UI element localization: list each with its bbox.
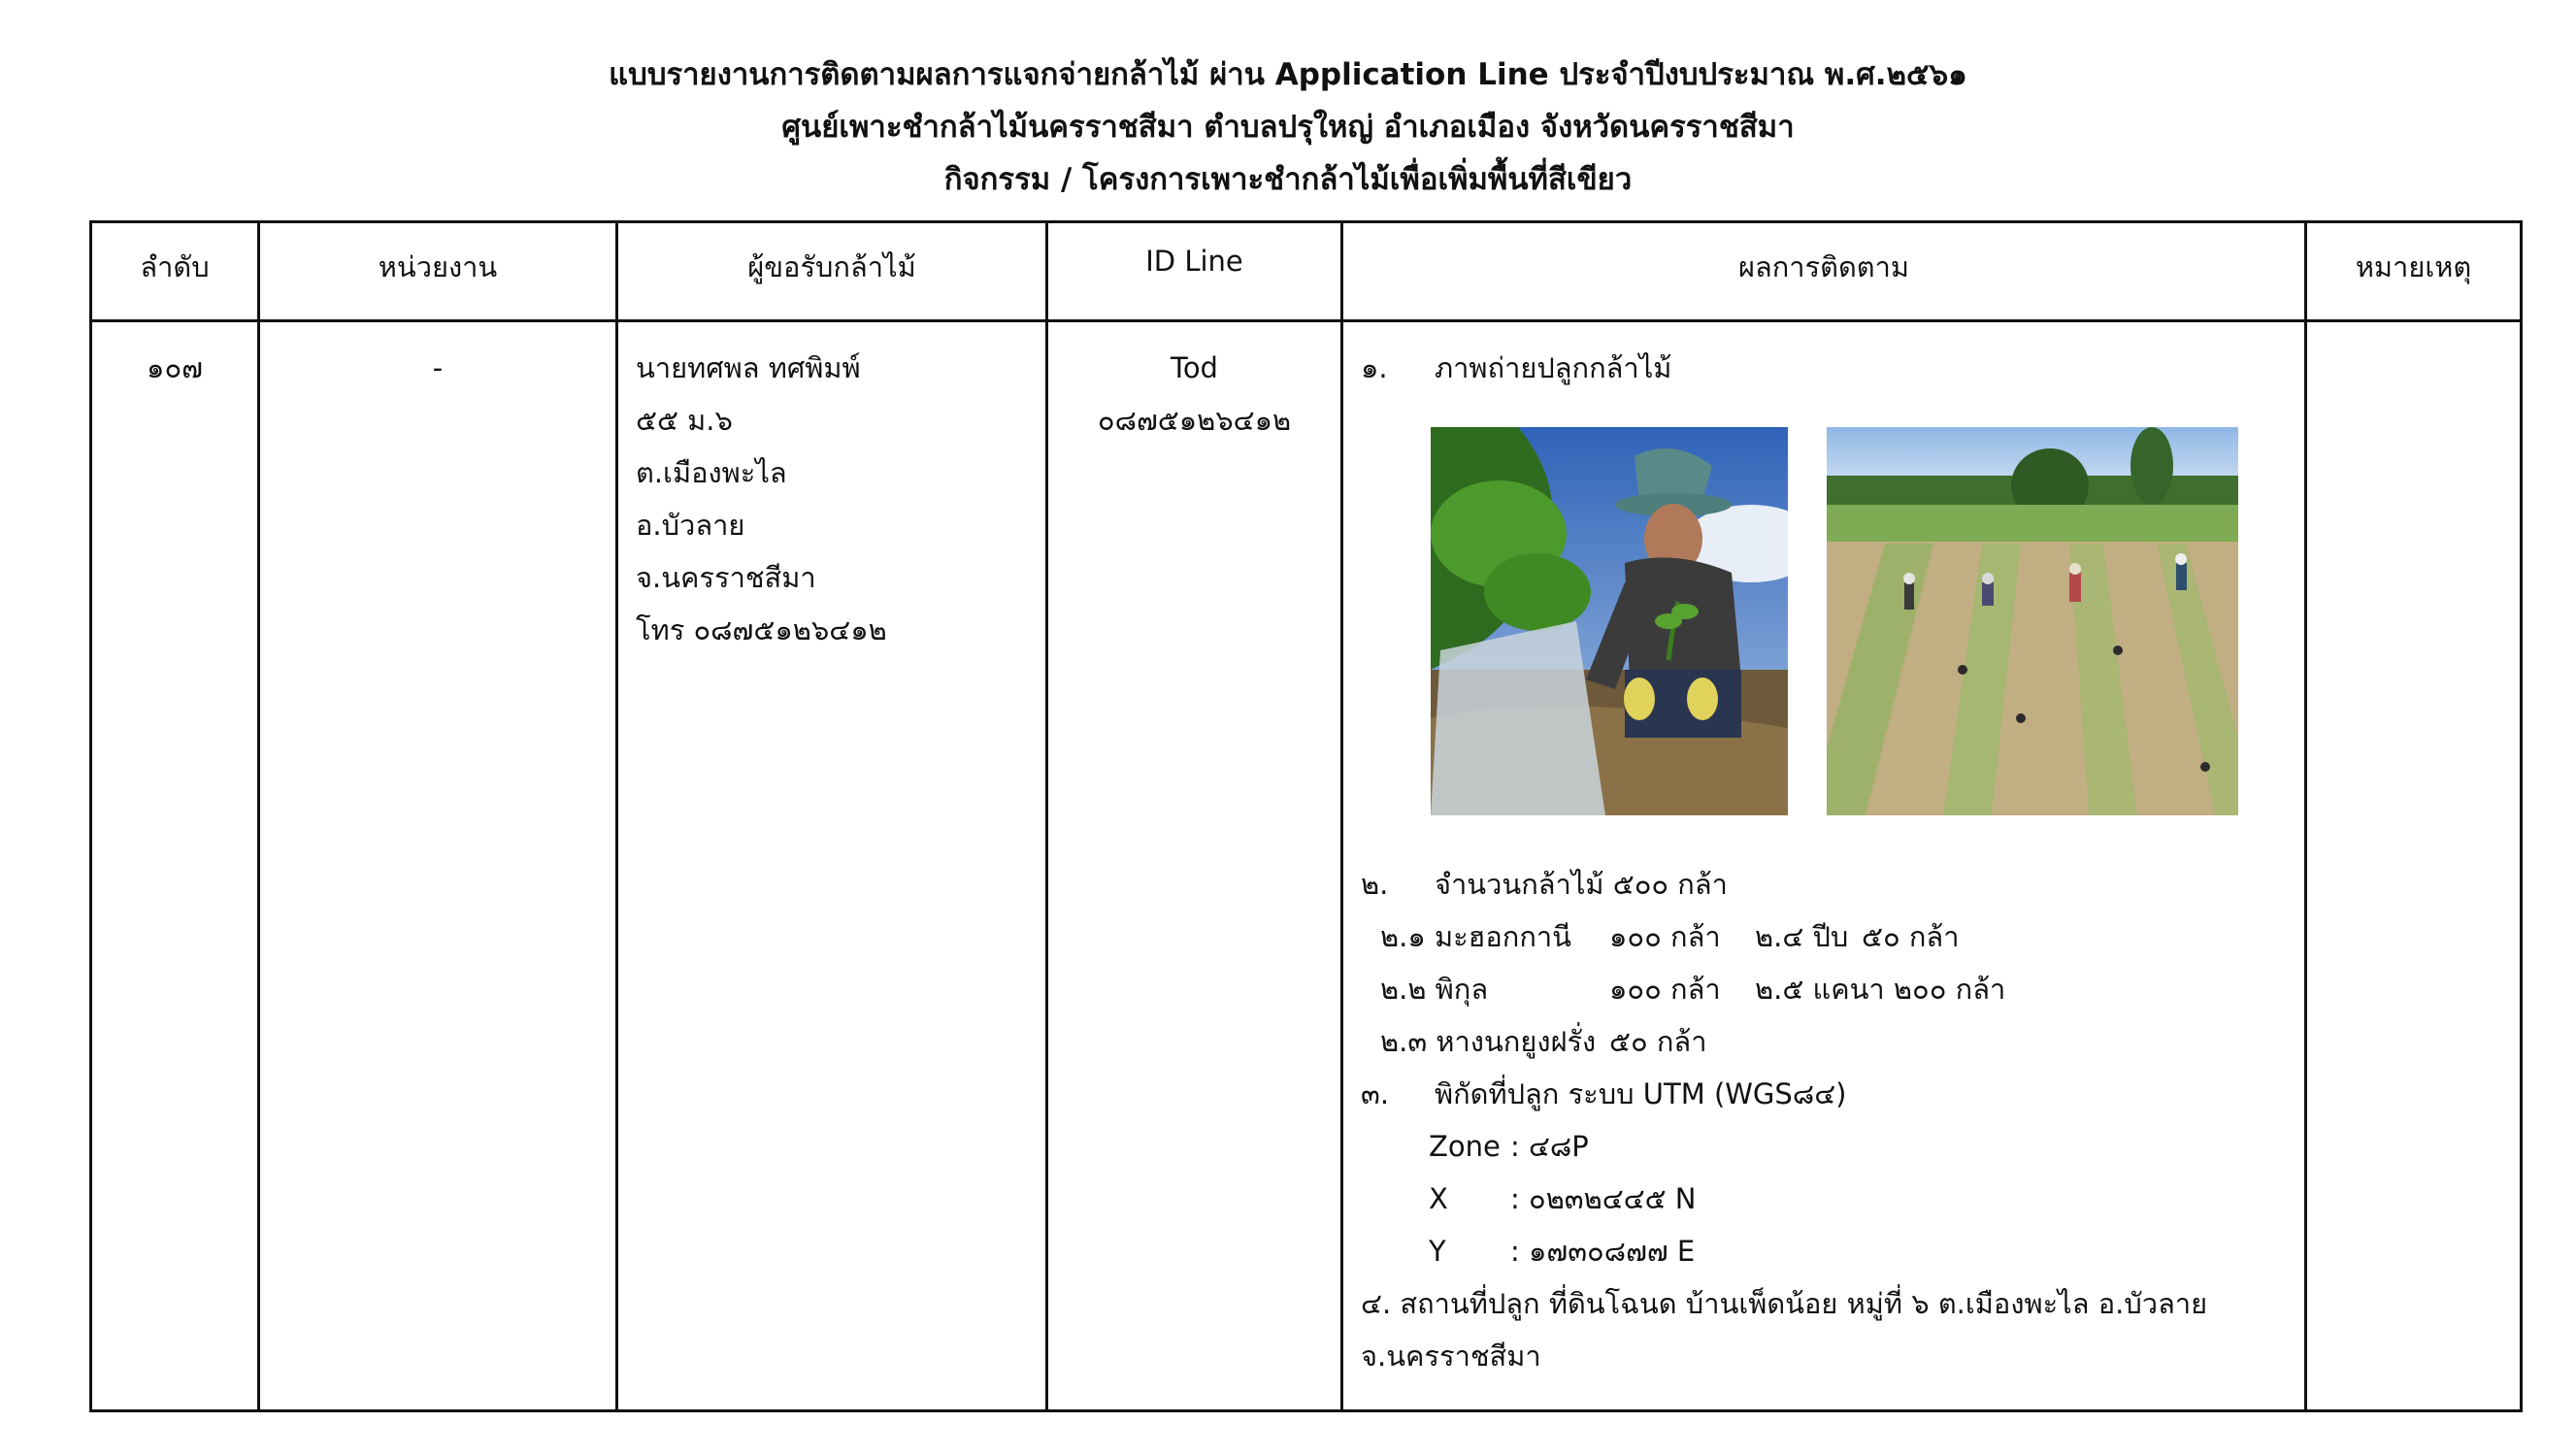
planting-closeup-photo [1431, 427, 1788, 815]
species-name: ๒.๕ แคนา ๒๐๐ กล้า [1755, 973, 2006, 1006]
species-name: ๒.๓ หางนกยูงฝรั่ง [1380, 1025, 1597, 1058]
coord-label: Y [1429, 1235, 1446, 1268]
coord-x [1361, 1173, 2295, 1225]
photo-gallery [1431, 427, 2295, 815]
recipient-name: นายทศพล ทศพิมพ์ [636, 351, 861, 384]
item-text: ภาพถ่ายปลูกกล้าไม้ [1435, 351, 1672, 384]
cell-id-line [1047, 321, 1342, 1411]
coord-zone [1361, 1120, 2295, 1173]
species-qty: ๑๐๐ กล้า [1609, 920, 1721, 953]
species-qty: ๑๐๐ กล้า [1609, 973, 1721, 1006]
report-center-name: ศูนย์เพาะชำกล้าไม้นครราชสีมา ตำบลปรุใหญ่ อำเภอเมือง จังหวัดนครราชสีมา [781, 110, 1795, 145]
recipient-province: จ.นครราชสีมา [636, 561, 816, 594]
species-qty: ๕๐ กล้า [1609, 1025, 1707, 1058]
recipient-address: ๕๕ ม.๖ [636, 404, 733, 437]
recipient-district: อ.บัวลาย [636, 509, 745, 542]
item-number: ๑. [1361, 351, 1388, 384]
species-name: ๒.๔ ปีบ [1755, 920, 1849, 953]
species-name: ๒.๑ มะฮอกกานี [1380, 920, 1571, 953]
line-id-name: Tod [1171, 351, 1218, 384]
result-item-photos [1361, 342, 2295, 394]
header-recipient: ผู้ขอรับกล้าไม้ [617, 222, 1047, 321]
line-id-number: ๐๘๗๕๑๒๖๔๑๒ [1097, 404, 1292, 437]
report-table [89, 220, 2523, 1412]
cell-note [2306, 321, 2522, 1411]
header-unit: หน่วยงาน [259, 222, 617, 321]
header-result: ผลการติดตาม [1342, 222, 2306, 321]
report-activity: กิจกรรม / โครงการเพาะชำกล้าไม้เพื่อเพิ่มพื้นที่สีเขียว [943, 162, 1633, 197]
species-qty: ๕๐ กล้า [1862, 920, 1960, 953]
header-seq: ลำดับ [91, 222, 259, 321]
result-item-quantity [1361, 858, 2295, 910]
item-number: ๓. [1361, 1077, 1390, 1110]
coord-label: X [1429, 1182, 1448, 1215]
table-header-row [91, 222, 2522, 321]
result-item-location: ๔. สถานที่ปลูก ที่ดินโฉนด บ้านเพ็ดน้อย หมู่ที่ ๖ ต.เมืองพะไล อ.บัวลาย จ.นครราชสีมา [1361, 1287, 2208, 1373]
header-id-line: ID Line [1047, 222, 1342, 321]
table-row [91, 321, 2522, 1411]
coord-value: : ๐๒๓๒๔๔๕ N [1510, 1182, 1697, 1215]
report-title: แบบรายงานการติดตามผลการแจกจ่ายกล้าไม้ ผ่าน Application Line ประจำปีงบประมาณ พ.ศ.๒๕๖๑ [609, 57, 1967, 92]
report-header [0, 49, 2576, 206]
planting-field-photo [1827, 427, 2238, 815]
coord-value: : ๑๗๓๐๘๗๗ E [1510, 1235, 1696, 1268]
species-name: ๒.๒ พิกุล [1380, 973, 1489, 1006]
item-text: พิกัดที่ปลูก ระบบ UTM (WGS๘๔) [1435, 1077, 1847, 1110]
cell-recipient [617, 321, 1047, 1411]
result-item-coordinates [1361, 1068, 2295, 1120]
coord-value: : ๔๘P [1510, 1130, 1589, 1163]
cell-seq: ๑๐๗ [91, 321, 259, 1411]
item-text: จำนวนกล้าไม้ ๕๐๐ กล้า [1435, 868, 1728, 901]
coord-y [1361, 1225, 2295, 1277]
cell-unit: - [259, 321, 617, 1411]
coord-label: Zone [1429, 1130, 1501, 1163]
species-line-2 [1361, 963, 2295, 1015]
header-note: หมายเหตุ [2306, 222, 2522, 321]
item-number: ๒. [1361, 868, 1389, 901]
species-line-1 [1361, 910, 2295, 963]
species-line-3 [1361, 1015, 2295, 1068]
recipient-subdistrict: ต.เมืองพะไล [636, 456, 787, 489]
recipient-phone: โทร ๐๘๗๕๑๒๖๔๑๒ [636, 613, 887, 646]
cell-result [1342, 321, 2306, 1411]
